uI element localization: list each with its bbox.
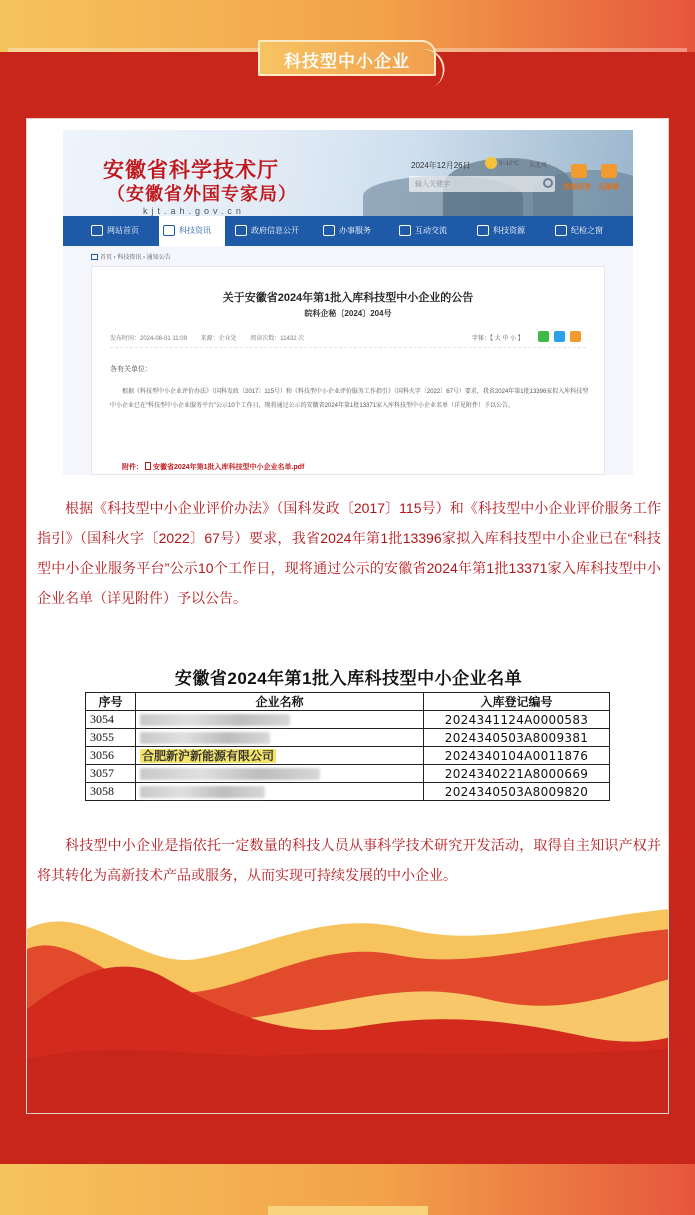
layers-icon: [477, 225, 489, 236]
redaction-blur: [140, 768, 320, 780]
row-code: 2024340503A8009820: [424, 783, 610, 801]
article-greeting: 各有关单位：: [110, 366, 152, 373]
weather-wind: 东北风: [529, 163, 548, 169]
table-row: [86, 765, 610, 783]
redaction-blur: [140, 786, 265, 798]
article-meta: [110, 333, 316, 342]
intro-paragraph: 根据《科技型中小企业评价办法》（国科发政〔2017〕115号）和《科技型中小企业评价服务工作指引》（国科火字〔2022〕67号）要求，我省2024年第1批13396家拟入库科技型中小企业已在“科技型中小企业服务平台”公示10个工作日，现将通过公示的安徽省2024年第1批13371家入库科技型中小企业名单（详见附件）予以公告。: [37, 500, 661, 606]
document-icon: [163, 225, 175, 236]
nav-label: 办事服务: [339, 226, 371, 235]
breadcrumb: [91, 252, 171, 261]
shield-icon: [555, 225, 567, 236]
table-row: [86, 729, 610, 747]
wave-red-bottom: [27, 1049, 669, 1114]
article-panel: [91, 266, 605, 475]
wechat-share-icon[interactable]: [538, 331, 549, 342]
divider: [110, 347, 586, 348]
row-name-redacted: [136, 765, 424, 783]
highlighted-company-name: 合肥新沪新能源有限公司: [142, 749, 275, 763]
row-no: 3056: [86, 747, 136, 765]
breadcrumb-text[interactable]: 首页 › 科技资讯 › 通知公告: [100, 255, 171, 261]
header-no: 序号: [86, 693, 136, 711]
bottom-tab: [268, 1206, 428, 1215]
search-icon[interactable]: [543, 178, 553, 188]
nav-label: 网站首页: [107, 226, 139, 235]
definition-paragraph: 科技型中小企业是指依托一定数量的科技人员从事科学技术研究开发活动，取得自主知识产权并将其转化为高新技术产品或服务，从而实现可持续发展的中小企业。: [37, 837, 661, 883]
table-row: [86, 711, 610, 729]
nav-resources[interactable]: [473, 216, 525, 246]
redaction-blur: [140, 732, 270, 744]
site-search-input[interactable]: [409, 176, 555, 192]
home-icon: [91, 225, 103, 236]
section-title-tag: [258, 40, 436, 76]
font-size-switch[interactable]: 字体：【 大 中 小 】: [472, 336, 524, 342]
bureau-name: 安徽省科学技术厅: [103, 159, 279, 182]
decorative-waves: [27, 909, 669, 1114]
row-code: 2024340221A8000669: [424, 765, 610, 783]
row-no: 3058: [86, 783, 136, 801]
server-icon: [323, 225, 335, 236]
row-no: 3055: [86, 729, 136, 747]
row-code: 2024340503A8009381: [424, 729, 610, 747]
row-code: 2024341124A0000583: [424, 711, 610, 729]
row-name-redacted: [136, 729, 424, 747]
home-icon: [91, 254, 98, 260]
file-icon: [145, 462, 151, 470]
tool-label-accessibility[interactable]: 无障碍: [598, 184, 619, 191]
nav-interaction[interactable]: [395, 216, 447, 246]
doc-number: 皖科企秘〔2024〕204号: [304, 309, 392, 318]
article-title: 关于安徽省2024年第1批入库科技型中小企业的公告: [222, 292, 474, 304]
table-header-row: [86, 693, 610, 711]
article-body: 根据《科技型中小企业评价办法》（国科发政〔2017〕115号）和《科技型中小企业评价服务工作指引》（国科火字〔2022〕67号）要求，我省2024年第1批13396家拟入库科技型中小企业已在“科技型中小企业服务平台”公示10个工作日，现将通过公示的安徽省2024年第1批13371家入库科技型中小企业名单（详见附件）予以公告。: [110, 389, 589, 409]
attachment-filename[interactable]: 安徽省2024年第1批入库科技型中小企业名单.pdf: [153, 464, 305, 471]
nav-label: 互动交流: [415, 226, 447, 235]
attachment-label: 附件：: [122, 464, 143, 471]
tool-label-qa[interactable]: 智能问答: [563, 184, 591, 191]
header-code: 入库登记编号: [424, 693, 610, 711]
article-source: 来源：企业处: [200, 336, 237, 342]
row-name-redacted: [136, 711, 424, 729]
nav-gov-info[interactable]: [231, 216, 299, 246]
redaction-blur: [140, 714, 290, 726]
row-name-redacted: [136, 783, 424, 801]
nav-news[interactable]: [159, 216, 225, 246]
weibo-share-icon[interactable]: [554, 331, 565, 342]
table-row: [86, 783, 610, 801]
robot-icon[interactable]: [571, 164, 587, 178]
row-no: 3057: [86, 765, 136, 783]
site-domain: kjt.ah.gov.cn: [143, 206, 245, 216]
row-code: 2024340104A0011876: [424, 747, 610, 765]
enterprise-list-table: [85, 692, 610, 801]
publish-time: 发布时间：2024-08-01 11:09: [110, 336, 187, 342]
chat-icon: [399, 225, 411, 236]
site-nav: [63, 216, 633, 246]
search-placeholder: 输入关键字: [415, 181, 450, 188]
nav-label: 纪检之窗: [571, 226, 603, 235]
nav-label: 科技资讯: [179, 226, 211, 235]
site-date: 2024年12月26日: [411, 161, 471, 170]
book-icon: [235, 225, 247, 236]
view-count: 阅读次数：11432 次: [250, 336, 305, 342]
nav-discipline[interactable]: [551, 216, 603, 246]
site-banner: [63, 130, 633, 216]
list-title: 安徽省2024年第1批入库科技型中小企业名单: [174, 669, 523, 688]
accessibility-icon[interactable]: [601, 164, 617, 178]
sun-icon: [485, 157, 497, 169]
nav-home[interactable]: [87, 216, 139, 246]
website-screenshot: [63, 130, 633, 475]
row-name: [136, 747, 424, 765]
nav-label: 科技资源: [493, 226, 525, 235]
qzone-share-icon[interactable]: [570, 331, 581, 342]
bureau-alt-name: （安徽省外国专家局）: [107, 184, 297, 204]
table-row: [86, 747, 610, 765]
attachment-link[interactable]: [122, 462, 304, 472]
nav-label: 政府信息公开: [251, 226, 299, 235]
nav-services[interactable]: [319, 216, 371, 246]
header-name: 企业名称: [136, 693, 424, 711]
row-no: 3054: [86, 711, 136, 729]
section-title: 科技型中小企业: [284, 52, 410, 71]
weather-temp: 5~10℃: [499, 161, 520, 167]
content-card: [26, 118, 669, 1114]
